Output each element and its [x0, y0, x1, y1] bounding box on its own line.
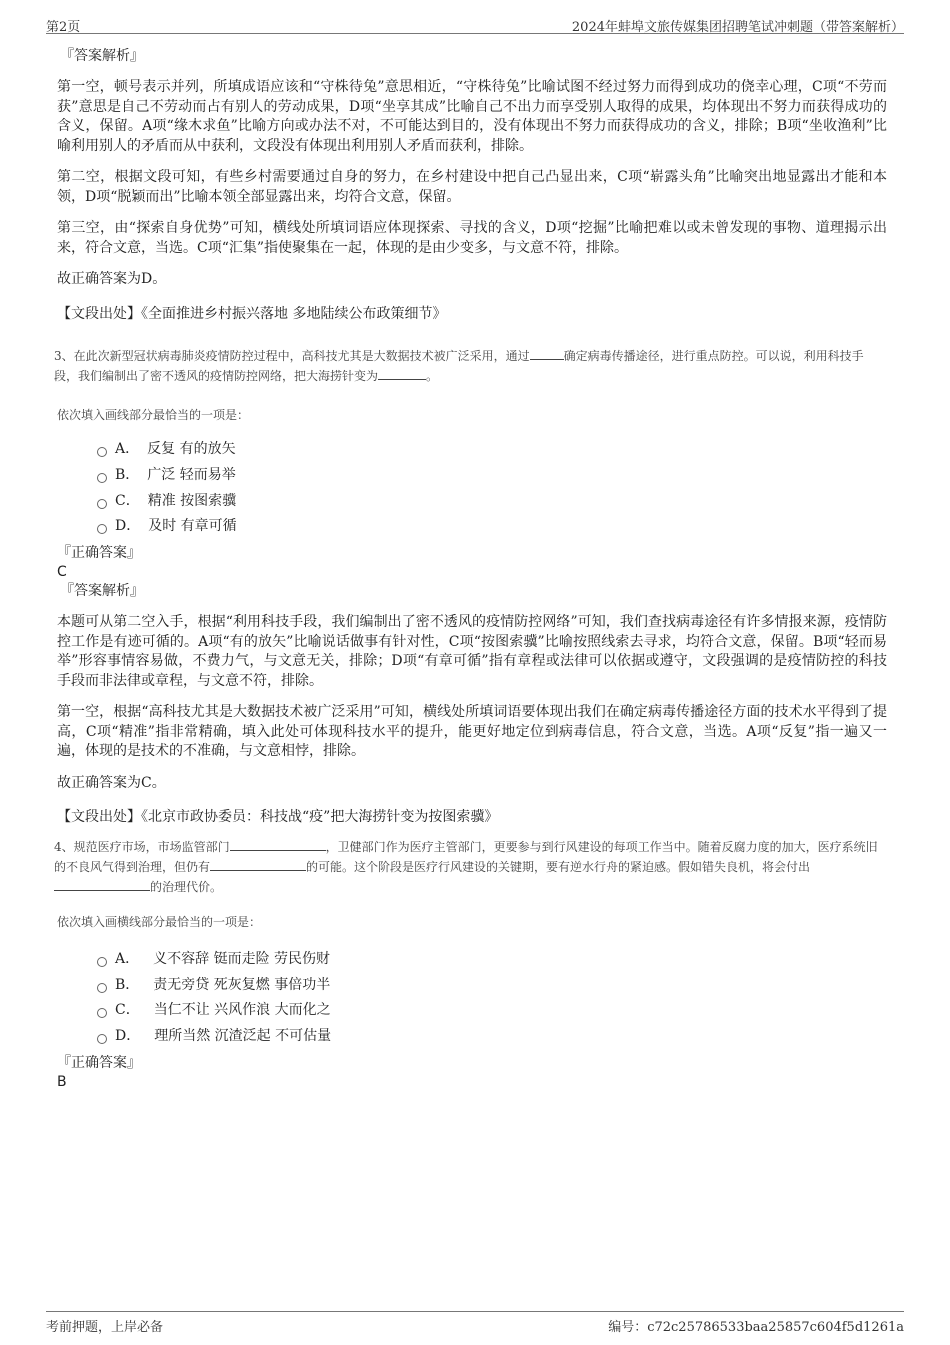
q4-stem-part4: 的治理代价。 — [150, 880, 223, 895]
option-text: 广泛 轻而易举 — [147, 467, 236, 484]
page-footer — [46, 1311, 904, 1337]
q4-answer: B — [57, 1074, 67, 1090]
q2-analysis-label: 『答案解析』 — [60, 48, 144, 64]
q4-blank-3 — [54, 879, 150, 891]
page-content — [54, 46, 887, 1091]
q2-source: 【文段出处】《全面推进乡村振兴落地 多地陆续公布政策细节》 — [57, 305, 447, 322]
option-text: 精准 按图索骥 — [147, 492, 237, 509]
option-text: 责无旁贷 死灰复燃 事倍功半 — [153, 976, 331, 993]
q3-answer: C — [57, 564, 67, 581]
option-letter: C． — [115, 1002, 140, 1019]
radio-icon[interactable] — [97, 473, 107, 483]
q4-option-a[interactable] — [97, 946, 887, 972]
q3-conclusion: 故正确答案为C。 — [57, 774, 166, 791]
option-text: 及时 有章可循 — [148, 518, 237, 535]
q3-analysis-p2: 第一空，根据“高科技尤其是大数据技术被广泛采用”可知，横线处所填词语要体现出我们在确定病毒传播途径方面的技术水平得到了提高，C项“精准”指非常精确，填入此处可体现科技水平的提升，能更好地定位到病毒信息，符合文意，当选。A项“反复”指一遍又一遍，体现的是技术的不准确，与文意相悖，排除。 — [57, 704, 887, 760]
q4-stem-part3: 的可能。这个阶段是医疗行风建设的关键期，要有逆水行舟的紧迫感。假如错失良机，将会付出 — [306, 860, 811, 875]
q2-analysis-p1: 第一空，顿号表示并列，所填成语应该和“守株待兔”意思相近，“守株待兔”比喻试图不经过努力而得到成功的侥幸心理，C项“不劳而获”意思是自己不劳动而占有别人的劳动成果，D项“坐享其成”比喻自己不出力而享受别人取得的成果，均体现出不努力而获得成功的含义，保留。A项“缘木求鱼”比喻方向或办法不对，不可能达到目的，没有体现出不努力而获得成功的含义，排除；B项“坐收渔利”比喻利用别人的矛盾而从中获利，文段没有体现出利用别人矛盾而获利，排除。 — [57, 79, 887, 154]
q2-analysis-p2: 第二空，根据文段可知，有些乡村需要通过自身的努力，在乡村建设中把自己凸显出来，C项“崭露头角”比喻突出地显露出才能和本领，D项“脱颖而出”比喻本领全部显露出来，均符合文意，保留。 — [57, 169, 887, 205]
q3-blank-1 — [530, 348, 564, 360]
page-number: 第2页 — [46, 20, 81, 35]
option-letter: A． — [115, 441, 140, 458]
q4-stem-part2: ，卫健部门作为医疗主管部门，更要参与到行风建设的每项工作当中。随着反腐力度的加大，医疗系统旧的不良风气得到治理，但仍有 — [54, 840, 878, 875]
q4-blank-1 — [230, 839, 326, 851]
radio-icon[interactable] — [97, 524, 107, 534]
radio-icon[interactable] — [97, 447, 107, 457]
q4-blank-2 — [210, 859, 306, 871]
option-letter: B． — [115, 467, 140, 484]
q3-instruction: 依次填入画线部分最恰当的一项是： — [57, 407, 250, 422]
option-letter: B． — [115, 976, 140, 993]
q3-stem-part1: 3、在此次新型冠状病毒肺炎疫情防控过程中，高科技尤其是大数据技术被广泛采用，通过 — [54, 348, 530, 363]
q4-options — [97, 946, 887, 1049]
q3-blank-2 — [378, 368, 426, 380]
q4-option-b[interactable] — [97, 972, 887, 998]
radio-icon[interactable] — [97, 1008, 107, 1018]
radio-icon[interactable] — [97, 1034, 107, 1044]
q4-stem — [54, 837, 887, 897]
q3-answer-label: 『正确答案』 — [57, 545, 141, 562]
option-text: 理所当然 沉渣泛起 不可估量 — [154, 1028, 332, 1045]
q4-stem-part1: 4、规范医疗市场，市场监管部门 — [54, 840, 230, 855]
q3-stem-part3: 。 — [426, 368, 439, 383]
q3-option-d[interactable] — [97, 514, 887, 540]
q4-option-c[interactable] — [97, 998, 887, 1024]
q4-answer-label: 『正确答案』 — [57, 1055, 141, 1071]
q3-option-a[interactable] — [97, 437, 887, 463]
option-letter: D． — [115, 518, 141, 535]
radio-icon[interactable] — [97, 983, 107, 993]
q4-option-d[interactable] — [97, 1023, 887, 1049]
option-text: 反复 有的放矢 — [147, 441, 236, 458]
q3-analysis-p1: 本题可从第二空入手，根据“利用科技手段，我们编制出了密不透风的疫情防控网络”可知，我们查找病毒途径有许多情报来源，疫情防控工作是有迹可循的。A项“有的放矢”比喻说话做事有针对性，C项“按图索骥”比喻按照线索去寻求，均符合文意，保留。B项“轻而易举”形容事情容易做，不费力气，与文意无关，排除；D项“有章可循”指有章程或法律可以依据或遵守，文段强调的是疫情防控的科技手段而非法律或章程，与文意不符，排除。 — [57, 614, 887, 689]
q3-option-b[interactable] — [97, 462, 887, 488]
q4-instruction: 依次填入画横线部分最恰当的一项是： — [57, 915, 262, 930]
radio-icon[interactable] — [97, 957, 107, 967]
option-letter: D． — [115, 1028, 141, 1045]
q3-option-c[interactable] — [97, 488, 887, 514]
option-text: 当仁不让 兴风作浪 大而化之 — [153, 1002, 331, 1019]
document-title: 2024年蚌埠文旅传媒集团招聘笔试冲刺题（带答案解析） — [571, 20, 904, 35]
q3-stem-part2: 确定病毒传播途径，进行重点防控。可以说，利用科技手段，我们编制出了密不透风的疫情防控网络，把大海捞针变为 — [54, 348, 864, 383]
q2-analysis-p3: 第三空，由“探索自身优势”可知，横线处所填词语应体现探索、寻找的含义，D项“挖掘”比喻把难以或未曾发现的事物、道理揭示出来，符合文意，当选。C项“汇集”指使聚集在一起，体现的是由少变多，与文意不符，排除。 — [57, 220, 887, 256]
q2-conclusion: 故正确答案为D。 — [57, 271, 167, 287]
option-letter: C． — [115, 492, 140, 509]
document-id: 编号：c72c25786533baa25857c604f5d1261a — [608, 1320, 904, 1335]
radio-icon[interactable] — [97, 499, 107, 509]
option-text: 义不容辞 铤而走险 劳民伤财 — [153, 951, 331, 968]
footer-slogan: 考前押题，上岸必备 — [46, 1320, 164, 1335]
option-letter: A． — [115, 951, 140, 968]
q3-analysis-label: 『答案解析』 — [60, 583, 144, 600]
q3-stem — [54, 346, 887, 386]
page-header — [46, 14, 904, 34]
q3-source: 【文段出处】《北京市政协委员：科技战“疫”把大海捞针变为按图索骥》 — [57, 809, 499, 826]
q3-options — [97, 437, 887, 540]
